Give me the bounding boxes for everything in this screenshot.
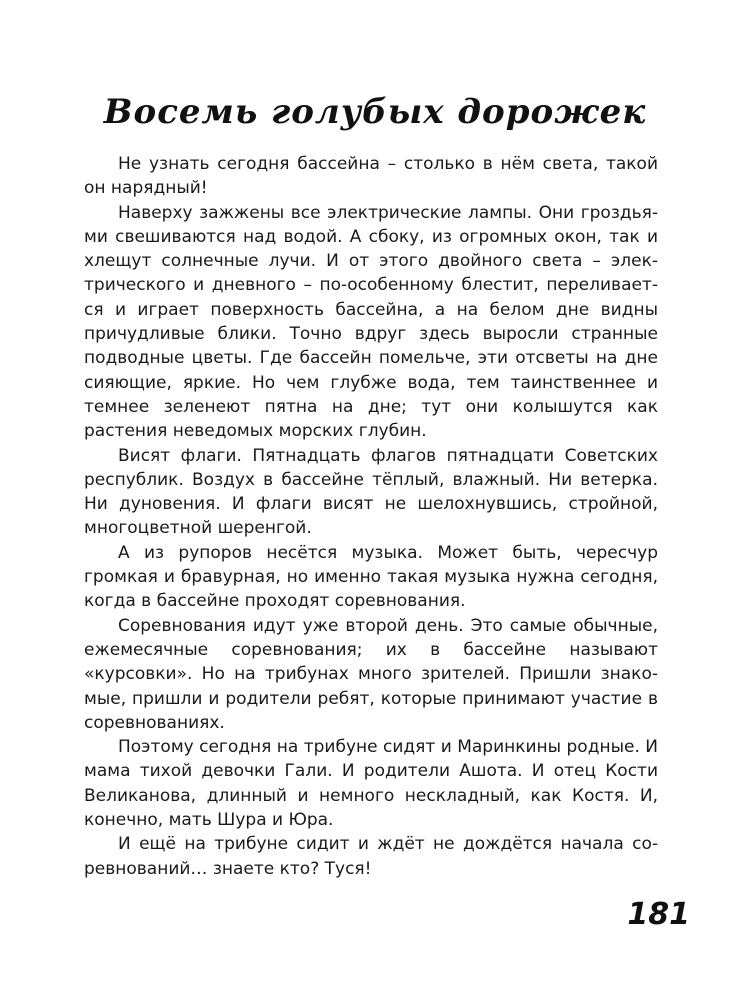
paragraph: Наверху зажжены все электрические лампы. Они гроздьями свешиваются над водой. А сбоку, из огромных окон, так и хлещут солнечные лучи. И от этого двойного света – электрического и дневного – по-особенному блестит, переливается и играет поверхность бассейна, а на белом дне видны причудливые блики. Точно вдруг здесь выросли странные подводные цветы. Где бассейн помельче, эти отсветы на дне сияющие, яркие. Но чем глубже вода, тем таинственнее и темнее зеленеют пятна на дне; тут они колышутся как растения неведомых морских глубин. bbox=[84, 202, 658, 442]
paragraph: Соревнования идут уже второй день. Это самые обычные, ежемесячные соревнования; их в бассейне называют «курсовки». Но на трибунах много зрителей. Пришли знакомые, пришли и родители ребят, которые принимают участие в соревнованиях. bbox=[84, 615, 658, 733]
paragraph: И ещё на трибуне сидит и ждёт не дождётся начала соревнований… знаете кто? Туся! bbox=[84, 834, 658, 879]
paragraph: Не узнать сегодня бассейна – столько в нём света, такой он нарядный! bbox=[84, 154, 658, 199]
page-number: 181 bbox=[627, 897, 690, 932]
paragraph: А из рупоров несётся музыка. Может быть, чересчур громкая и бравурная, но именно такая музыка нужна сегодня, когда в бассейне проходят соревнования. bbox=[84, 542, 658, 612]
paragraph: Поэтому сегодня на трибуне сидят и Маринкины родные. И мама тихой девочки Гали. И родители Ашота. И отец Кости Великанова, длинный и немного нескладный, как Костя. И, конечно, мать Шура и Юра. bbox=[84, 737, 658, 831]
chapter-body bbox=[84, 152, 658, 881]
paragraph: Висят флаги. Пятнадцать флагов пятнадцати Советских республик. Воздух в бассейне тёплый, влажный. Ни ветерка. Ни дуновения. И флаги висят не шелохнувшись, стройной, многоцветной шеренгой. bbox=[84, 445, 658, 539]
chapter-title: Восемь голубых дорожек bbox=[103, 92, 647, 132]
